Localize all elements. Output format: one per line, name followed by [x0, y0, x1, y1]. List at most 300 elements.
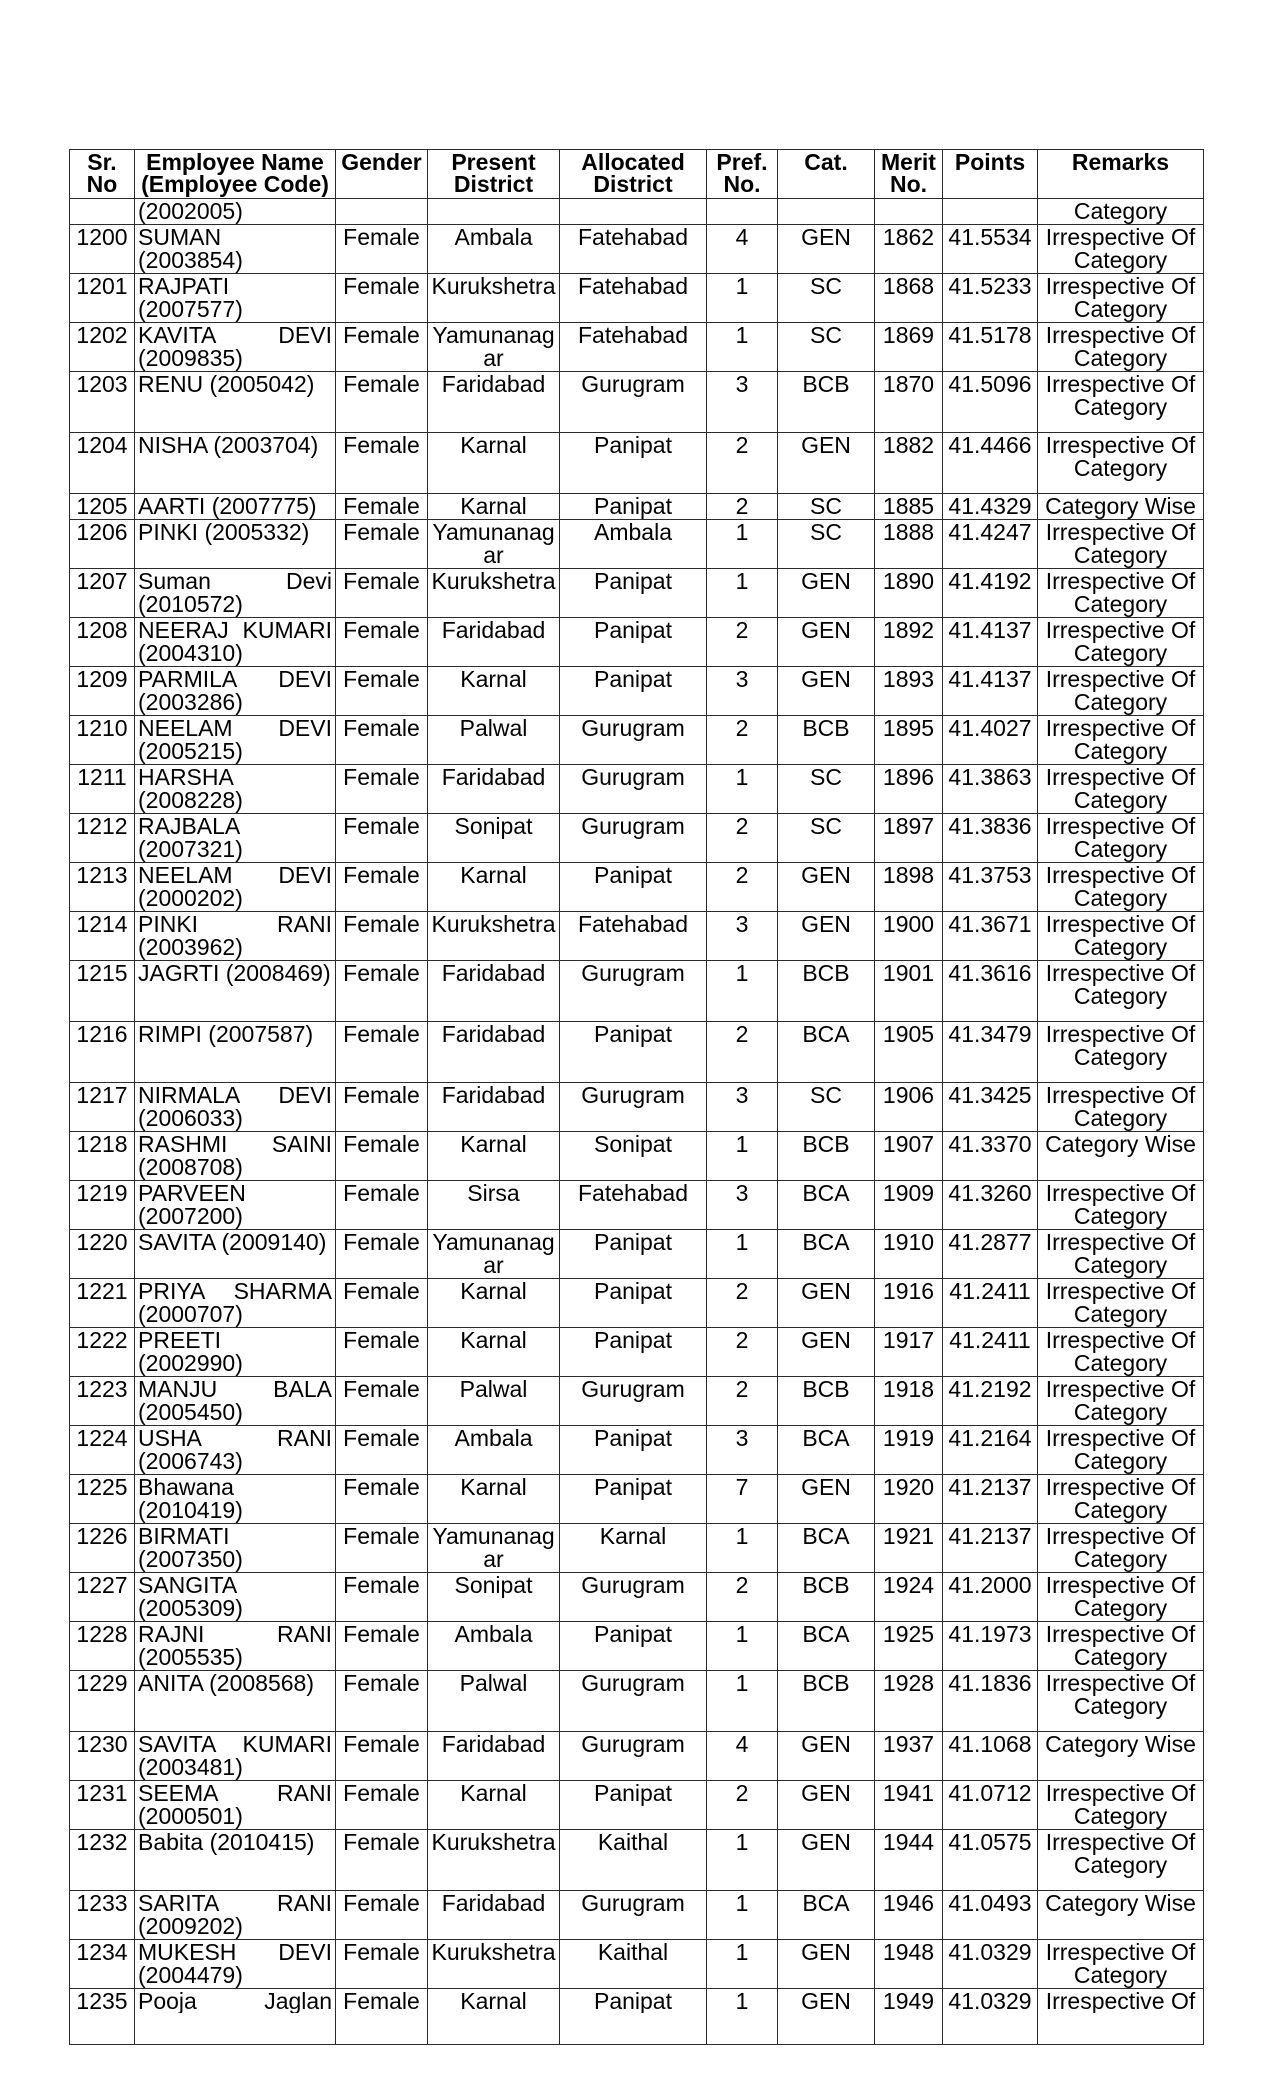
cell-gender	[336, 912, 428, 961]
table-row	[70, 1083, 1204, 1132]
cell-value: Irrespective Of Category	[1045, 1572, 1196, 1621]
table-row	[70, 1940, 1204, 1989]
cell-allocated	[560, 225, 707, 274]
cell-value: Female	[343, 1278, 420, 1304]
employee-code-line: (2005309)	[138, 1595, 243, 1621]
cell-name	[135, 1940, 336, 1989]
cell-value: Female	[343, 493, 420, 519]
cell-value: Panipat	[593, 1474, 672, 1500]
cell-present	[428, 433, 560, 494]
cell-value: 41.5233	[948, 273, 1032, 299]
cell-value: 1	[735, 764, 749, 790]
cell-value: Female	[343, 224, 420, 250]
cell-pref	[707, 716, 778, 765]
cell-value: Panipat	[593, 1278, 672, 1304]
cell-merit	[875, 1132, 943, 1181]
cell-value: 41.4027	[948, 715, 1032, 741]
table-row	[70, 1475, 1204, 1524]
cell-merit	[875, 1781, 943, 1830]
cell-value: Fatehabad	[578, 322, 688, 348]
cell-points	[943, 1083, 1038, 1132]
cell-allocated	[560, 199, 707, 225]
cell-pref	[707, 1781, 778, 1830]
cell-gender	[336, 1181, 428, 1230]
cell-merit	[875, 1279, 943, 1328]
table-row	[70, 814, 1204, 863]
employee-name-line: NEELAM DEVI	[138, 862, 332, 888]
cell-value: BCA	[802, 1523, 850, 1549]
cell-name	[135, 814, 336, 863]
cell-value: 1233	[76, 1890, 128, 1916]
cell-value: 41.2137	[948, 1523, 1032, 1549]
cell-pref	[707, 1524, 778, 1573]
cell-remarks	[1038, 716, 1204, 765]
cell-value: Gurugram	[581, 1376, 685, 1402]
cell-value: Irrespective Of Category	[1045, 1780, 1196, 1829]
employee-code-line: (2007577)	[138, 296, 243, 322]
cell-value: 2	[735, 1278, 749, 1304]
cell-value: Fatehabad	[578, 273, 688, 299]
cell-cat	[778, 1328, 875, 1377]
table-header	[70, 150, 1204, 199]
cell-merit	[875, 274, 943, 323]
cell-merit	[875, 1989, 943, 2045]
cell-value: 1234	[76, 1939, 128, 1965]
cell-value: Irrespective Of Category	[1045, 1327, 1196, 1376]
cell-cat	[778, 520, 875, 569]
cell-value: Irrespective Of Category	[1045, 1829, 1196, 1878]
cell-sr	[70, 1989, 135, 2045]
cell-value: Panipat	[593, 617, 672, 643]
cell-value: 41.1068	[948, 1731, 1032, 1757]
cell-gender	[336, 1732, 428, 1781]
cell-merit	[875, 433, 943, 494]
cell-merit	[875, 520, 943, 569]
cell-value: Faridabad	[441, 1731, 546, 1757]
cell-gender	[336, 1891, 428, 1940]
cell-value: 41.4137	[948, 666, 1032, 692]
table-row	[70, 494, 1204, 520]
cell-pref	[707, 433, 778, 494]
cell-gender	[336, 618, 428, 667]
cell-points	[943, 1475, 1038, 1524]
cell-value: 41.0712	[948, 1780, 1032, 1806]
cell-value: 1885	[882, 493, 935, 519]
employee-name-line: SARITA RANI	[138, 1890, 332, 1916]
table-row	[70, 520, 1204, 569]
cell-value: 1205	[76, 493, 128, 519]
table-row	[70, 1989, 1204, 2045]
cell-value: 1	[735, 519, 749, 545]
employee-name-line: Pooja Jaglan	[138, 1990, 332, 2013]
cell-cat	[778, 1989, 875, 2045]
cell-remarks	[1038, 1940, 1204, 1989]
cell-sr	[70, 814, 135, 863]
cell-sr	[70, 716, 135, 765]
col-header-employee-name: Employee Name (Employee Code)	[135, 150, 336, 199]
cell-cat	[778, 494, 875, 520]
cell-value: Faridabad	[441, 1890, 546, 1916]
cell-points	[943, 199, 1038, 225]
table-header-row	[70, 150, 1204, 199]
cell-remarks	[1038, 274, 1204, 323]
cell-value: 41.5534	[948, 224, 1032, 250]
cell-present	[428, 618, 560, 667]
cell-remarks	[1038, 372, 1204, 433]
cell-value: Female	[343, 1572, 420, 1598]
cell-value: 2	[735, 715, 749, 741]
cell-allocated	[560, 765, 707, 814]
cell-name	[135, 225, 336, 274]
cell-name	[135, 1377, 336, 1426]
cell-sr	[70, 1622, 135, 1671]
table-row	[70, 1181, 1204, 1230]
cell-value: 2	[735, 813, 749, 839]
cell-present	[428, 569, 560, 618]
cell-value: 1223	[76, 1376, 128, 1402]
employee-code-line: (2010419)	[138, 1497, 243, 1523]
cell-value: Karnal	[460, 1990, 527, 2013]
cell-cat	[778, 667, 875, 716]
cell-value: 1204	[76, 432, 128, 458]
cell-allocated	[560, 667, 707, 716]
table-row	[70, 274, 1204, 323]
cell-merit	[875, 199, 943, 225]
cell-value: Irrespective Of Category	[1045, 224, 1196, 273]
cell-pref	[707, 1132, 778, 1181]
cell-gender	[336, 1940, 428, 1989]
cell-gender	[336, 1328, 428, 1377]
cell-value: Irrespective Of Category	[1045, 568, 1196, 617]
cell-value: 1900	[882, 911, 935, 937]
table-row	[70, 323, 1204, 372]
cell-value: 41.3425	[948, 1082, 1032, 1108]
cell-pref	[707, 618, 778, 667]
cell-allocated	[560, 814, 707, 863]
cell-allocated	[560, 1781, 707, 1830]
cell-gender	[336, 225, 428, 274]
cell-remarks	[1038, 1083, 1204, 1132]
employee-name-line: SAVITA (2009140)	[138, 1229, 327, 1255]
cell-value: 3	[735, 911, 749, 937]
cell-pref	[707, 323, 778, 372]
employee-code-line: (2003854)	[138, 247, 243, 273]
cell-value: Gurugram	[581, 1890, 685, 1916]
cell-value: Faridabad	[441, 371, 546, 397]
cell-value: SC	[810, 273, 842, 299]
cell-remarks	[1038, 1181, 1204, 1230]
cell-value: BCA	[802, 1229, 850, 1255]
cell-cat	[778, 863, 875, 912]
cell-remarks	[1038, 1781, 1204, 1830]
cell-gender	[336, 1377, 428, 1426]
employee-code-line: (2004310)	[138, 640, 243, 666]
cell-value: 1	[735, 1829, 749, 1855]
cell-value: 2	[735, 862, 749, 888]
cell-value: Irrespective Of Category	[1045, 273, 1196, 322]
cell-value: 1916	[882, 1278, 935, 1304]
employee-code-line: (2000202)	[138, 885, 243, 911]
cell-pref	[707, 520, 778, 569]
cell-name	[135, 1083, 336, 1132]
cell-gender	[336, 1622, 428, 1671]
cell-allocated	[560, 323, 707, 372]
cell-value: 1896	[882, 764, 935, 790]
cell-merit	[875, 1891, 943, 1940]
cell-value: Panipat	[593, 1621, 672, 1647]
cell-present	[428, 961, 560, 1022]
cell-value: Yamunanagar	[432, 1229, 555, 1278]
cell-value: 1203	[76, 371, 128, 397]
cell-allocated	[560, 1377, 707, 1426]
cell-pref	[707, 765, 778, 814]
cell-cat	[778, 274, 875, 323]
cell-value: Female	[343, 1021, 420, 1047]
cell-value: 1928	[882, 1670, 935, 1696]
cell-merit	[875, 716, 943, 765]
cell-value: BCB	[802, 715, 850, 741]
employee-code-line: (2006033)	[138, 1105, 243, 1131]
cell-value: 1882	[882, 432, 935, 458]
cell-value: Female	[343, 322, 420, 348]
employee-name-line: RAJBALA	[138, 813, 241, 839]
cell-present	[428, 520, 560, 569]
col-header-sr-no: Sr. No	[70, 150, 135, 199]
cell-value: BCB	[802, 1376, 850, 1402]
cell-value: 1946	[882, 1890, 935, 1916]
cell-present	[428, 765, 560, 814]
cell-points	[943, 667, 1038, 716]
cell-cat	[778, 1622, 875, 1671]
employee-code-line: (2002990)	[138, 1350, 243, 1376]
table-row	[70, 1830, 1204, 1891]
cell-value: GEN	[801, 568, 851, 594]
cell-value: Panipat	[593, 666, 672, 692]
cell-present	[428, 1279, 560, 1328]
cell-value: Irrespective Of Category	[1045, 862, 1196, 911]
cell-value: 41.2000	[948, 1572, 1032, 1598]
cell-value: 41.2411	[949, 1327, 1031, 1353]
cell-value: BCA	[802, 1890, 850, 1916]
cell-value: 1220	[76, 1229, 128, 1255]
cell-merit	[875, 1524, 943, 1573]
employee-name-line: Babita (2010415)	[138, 1829, 315, 1855]
cell-remarks	[1038, 520, 1204, 569]
cell-value: 1	[735, 322, 749, 348]
cell-pref	[707, 1573, 778, 1622]
cell-value: GEN	[801, 224, 851, 250]
cell-name	[135, 1989, 336, 2045]
cell-present	[428, 1940, 560, 1989]
cell-value: Female	[343, 1621, 420, 1647]
employee-name-line: AARTI (2007775)	[138, 493, 317, 519]
cell-value: Irrespective Of Category	[1045, 911, 1196, 960]
cell-value: Gurugram	[581, 1572, 685, 1598]
cell-name	[135, 863, 336, 912]
cell-remarks	[1038, 225, 1204, 274]
cell-present	[428, 1426, 560, 1475]
cell-merit	[875, 1573, 943, 1622]
cell-remarks	[1038, 1475, 1204, 1524]
cell-points	[943, 1524, 1038, 1573]
cell-value: Faridabad	[441, 617, 546, 643]
cell-gender	[336, 1475, 428, 1524]
cell-sr	[70, 1279, 135, 1328]
cell-value: 1	[735, 1890, 749, 1916]
cell-pref	[707, 912, 778, 961]
employee-name-line: Bhawana	[138, 1474, 234, 1500]
cell-cat	[778, 1830, 875, 1891]
cell-gender	[336, 1279, 428, 1328]
cell-value: 2	[735, 1021, 749, 1047]
cell-value: 1890	[882, 568, 935, 594]
cell-value: 1944	[882, 1829, 935, 1855]
cell-value: 41.5096	[948, 371, 1032, 397]
cell-value: 1925	[882, 1621, 935, 1647]
cell-value: Irrespective Of Category	[1045, 813, 1196, 862]
col-header-gender: Gender	[336, 150, 428, 199]
cell-value: GEN	[801, 1780, 851, 1806]
employee-name-line: PARMILA DEVI	[138, 666, 332, 692]
cell-pref	[707, 1022, 778, 1083]
cell-value: Female	[343, 1229, 420, 1255]
cell-merit	[875, 1230, 943, 1279]
cell-value: 41.0329	[948, 1990, 1032, 2013]
cell-allocated	[560, 520, 707, 569]
cell-gender	[336, 1781, 428, 1830]
cell-value: Faridabad	[441, 960, 546, 986]
table-body	[70, 199, 1204, 2045]
cell-value: 4	[735, 1731, 749, 1757]
cell-allocated	[560, 494, 707, 520]
cell-value: Panipat	[593, 1327, 672, 1353]
cell-value: Female	[343, 1082, 420, 1108]
cell-pref	[707, 1475, 778, 1524]
table-row	[70, 1524, 1204, 1573]
cell-sr	[70, 494, 135, 520]
cell-value: Gurugram	[581, 1670, 685, 1696]
cell-pref	[707, 569, 778, 618]
cell-value: Gurugram	[581, 813, 685, 839]
cell-gender	[336, 199, 428, 225]
cell-present	[428, 1732, 560, 1781]
cell-remarks	[1038, 1671, 1204, 1732]
cell-cat	[778, 1230, 875, 1279]
cell-points	[943, 323, 1038, 372]
cell-value: Irrespective Of Category	[1045, 1425, 1196, 1474]
cell-value: BCB	[802, 371, 850, 397]
cell-value: 1	[735, 1939, 749, 1965]
cell-remarks	[1038, 814, 1204, 863]
cell-value: Karnal	[599, 1523, 667, 1549]
col-header-cat: Cat.	[778, 150, 875, 199]
table-row	[70, 1573, 1204, 1622]
cell-present	[428, 863, 560, 912]
cell-value: Irrespective Of Category	[1045, 764, 1196, 813]
cell-gender	[336, 1989, 428, 2045]
cell-value: Panipat	[593, 862, 672, 888]
col-header-remarks: Remarks	[1038, 150, 1204, 199]
employee-name-line: PARVEEN	[138, 1180, 246, 1206]
cell-points	[943, 1830, 1038, 1891]
cell-present	[428, 1377, 560, 1426]
cell-pref	[707, 1426, 778, 1475]
cell-gender	[336, 1230, 428, 1279]
cell-name	[135, 1671, 336, 1732]
cell-value: 41.0575	[948, 1829, 1032, 1855]
cell-points	[943, 1989, 1038, 2045]
cell-allocated	[560, 1830, 707, 1891]
cell-merit	[875, 1181, 943, 1230]
cell-sr	[70, 1475, 135, 1524]
cell-value: 1921	[882, 1523, 935, 1549]
cell-gender	[336, 372, 428, 433]
cell-pref	[707, 1083, 778, 1132]
cell-points	[943, 1328, 1038, 1377]
cell-value: 1235	[76, 1990, 128, 2013]
cell-value: Panipat	[593, 568, 672, 594]
cell-name	[135, 1022, 336, 1083]
cell-value: Karnal	[460, 1780, 527, 1806]
cell-present	[428, 1475, 560, 1524]
cell-value: 41.3479	[948, 1021, 1032, 1047]
cell-value: Kaithal	[597, 1829, 669, 1855]
cell-value: Kaithal	[597, 1939, 669, 1965]
cell-value: GEN	[801, 862, 851, 888]
cell-sr	[70, 1181, 135, 1230]
cell-allocated	[560, 372, 707, 433]
col-header-merit-no: Merit No.	[875, 150, 943, 199]
cell-pref	[707, 1671, 778, 1732]
cell-value: BCB	[802, 960, 850, 986]
cell-present	[428, 912, 560, 961]
cell-merit	[875, 1671, 943, 1732]
table-row	[70, 1891, 1204, 1940]
cell-pref	[707, 1622, 778, 1671]
cell-value: Female	[343, 960, 420, 986]
employee-code-line: (2007350)	[138, 1546, 243, 1572]
cell-value: Palwal	[459, 1376, 528, 1402]
cell-value: Gurugram	[581, 1731, 685, 1757]
cell-merit	[875, 225, 943, 274]
cell-value: 41.1836	[948, 1670, 1032, 1696]
cell-value: 1230	[76, 1731, 128, 1757]
cell-cat	[778, 1940, 875, 1989]
cell-name	[135, 765, 336, 814]
cell-value: 2	[735, 1327, 749, 1353]
cell-value: Female	[343, 715, 420, 741]
employee-name-line: RENU (2005042)	[138, 371, 315, 397]
cell-value: SC	[810, 1082, 842, 1108]
cell-allocated	[560, 1989, 707, 2045]
cell-sr	[70, 199, 135, 225]
table-row	[70, 199, 1204, 225]
cell-value: 41.2192	[948, 1376, 1032, 1402]
cell-value: Panipat	[593, 1780, 672, 1806]
cell-value: 3	[735, 1082, 749, 1108]
employee-name-line: ANITA (2008568)	[138, 1670, 315, 1696]
cell-value: 2	[735, 1572, 749, 1598]
cell-gender	[336, 814, 428, 863]
cell-value: 1229	[76, 1670, 128, 1696]
cell-points	[943, 618, 1038, 667]
cell-points	[943, 1671, 1038, 1732]
cell-merit	[875, 1622, 943, 1671]
cell-cat	[778, 1279, 875, 1328]
cell-value: Gurugram	[581, 764, 685, 790]
cell-remarks	[1038, 1022, 1204, 1083]
cell-present	[428, 225, 560, 274]
